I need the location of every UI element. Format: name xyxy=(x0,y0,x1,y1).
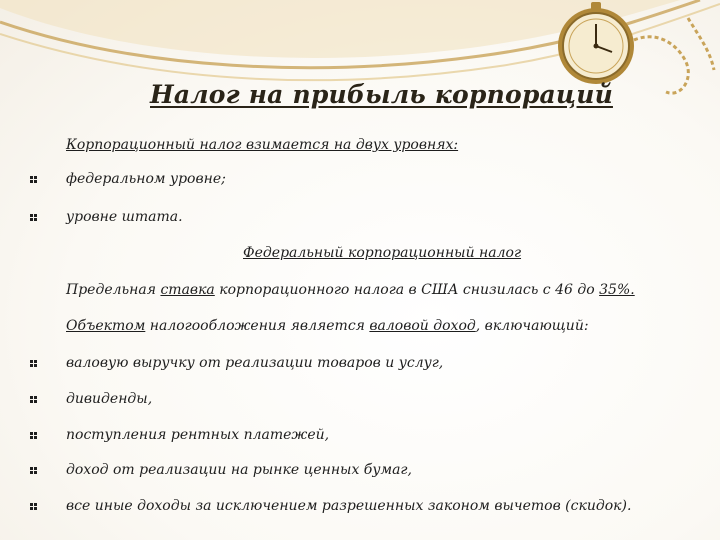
rate-sentence-part1: Предельная xyxy=(66,282,161,298)
slide-title: Налог на прибыль корпораций xyxy=(150,80,613,109)
square-bullet-icon xyxy=(30,396,37,403)
square-bullet-icon xyxy=(30,432,37,439)
square-bullet-icon xyxy=(30,360,37,367)
object-sentence-part1: налогообложения является xyxy=(145,318,370,334)
income-item: доход от реализации на рынке ценных бумаг, xyxy=(66,462,412,478)
square-bullet-icon xyxy=(30,467,37,474)
object-sentence xyxy=(66,318,589,334)
income-item: поступления рентных платежей, xyxy=(66,427,330,443)
square-bullet-icon xyxy=(30,503,37,510)
level-item: федеральном уровне; xyxy=(66,171,226,187)
income-item: дивиденды, xyxy=(66,391,153,407)
level-item: уровне штата. xyxy=(66,209,183,225)
rate-link[interactable]: ставка xyxy=(160,282,215,298)
square-bullet-icon xyxy=(30,176,37,183)
rate-sentence xyxy=(66,282,635,298)
object-link[interactable]: Объектом xyxy=(66,318,146,334)
section-subtitle: Федеральный корпорационный налог xyxy=(243,245,522,261)
square-bullet-icon xyxy=(30,214,37,221)
intro-text: Корпорационный налог взимается на двух уровнях: xyxy=(66,137,459,153)
income-item: все иные доходы за исключением разрешенных законом вычетов (скидок). xyxy=(66,498,632,514)
income-item: валовую выручку от реализации товаров и услуг, xyxy=(66,355,444,371)
object-sentence-part2: , включающий: xyxy=(475,318,589,334)
rate-sentence-part2: корпорационного налога в США снизилась с 46 до xyxy=(214,282,600,298)
gross-income-link[interactable]: валовой доход xyxy=(369,318,476,334)
rate-value: 35%. xyxy=(599,282,635,298)
